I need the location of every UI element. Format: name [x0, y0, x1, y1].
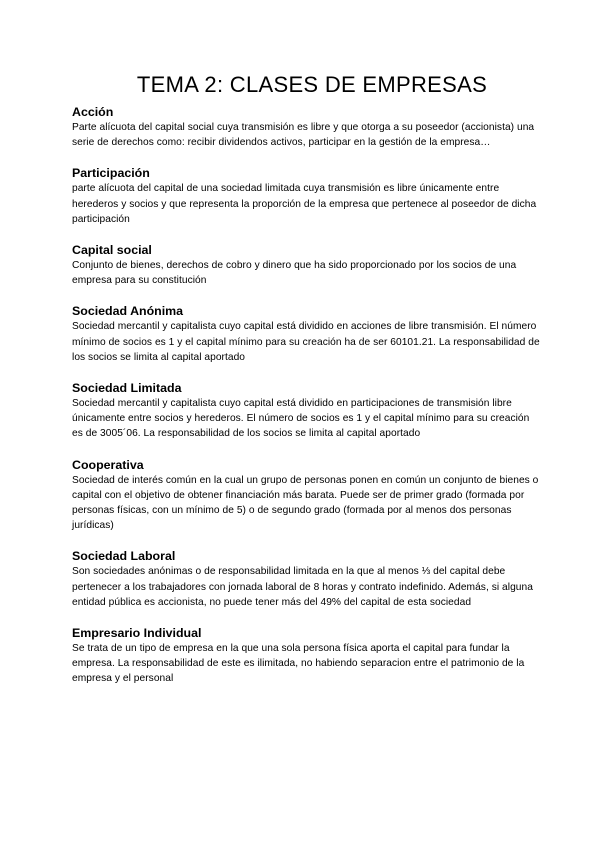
section-participacion [72, 165, 540, 227]
section-heading: Empresario Individual [72, 626, 202, 641]
section-empresario-individual [72, 625, 540, 687]
section-body: parte alícuota del capital de una sociedad limitada cuya transmisión es libre únicamente entre herederos y socios y que representa la proporción de la empresa que pertenece al poseedor de dicha participación [72, 183, 537, 225]
section-body: Son sociedades anónimas o de responsabilidad limitada en la que al menos ⅓ del capital debe pertenecer a los trabajadores con jornada laboral de 8 horas y contrato indefinido. Además, si alguna entidad pública es accionista, no puede tener más del 49% del capital de esta sociedad [72, 566, 533, 608]
section-accion [72, 104, 540, 150]
section-sociedad-limitada [72, 380, 540, 442]
document-title: TEMA 2: CLASES DE EMPRESAS [136, 72, 488, 97]
section-capital-social [72, 242, 540, 288]
section-cooperativa [72, 457, 540, 534]
section-sociedad-laboral [72, 548, 540, 610]
section-body: Conjunto de bienes, derechos de cobro y dinero que ha sido proporcionado por los socios de una empresa para su constitución [72, 260, 517, 287]
section-heading: Sociedad Limitada [72, 381, 182, 396]
section-sociedad-anonima [72, 303, 540, 365]
section-heading: Capital social [72, 243, 152, 258]
section-body: Parte alícuota del capital social cuya transmisión es libre y que otorga a su poseedor (accionista) una serie de derechos como: recibir dividendos activos, participar en la gestión de la empresa… [72, 122, 535, 149]
section-body: Sociedad mercantil y capitalista cuyo capital está dividido en participaciones de transmisión libre únicamente entre socios y herederos. El número de socios es 1 y el capital mínimo para su creación es de 3005´06. La responsabilidad de los socios se limita al capital aportado [72, 398, 530, 440]
section-body: Sociedad de interés común en la cual un grupo de personas ponen en común un conjunto de bienes o capital con el objetivo de obtener financiación más barata. Puede ser de primer grado (formada por personas físicas, con un mínimo de 5) o de segundo grado (formada por al menos dos personas jurídicas) [72, 474, 539, 532]
section-body: Sociedad mercantil y capitalista cuyo capital está dividido en acciones de libre transmisión. El número mínimo de socios es 1 y el capital mínimo para su creación ha de ser 60101.21. La responsabilidad de los socios se limita al capital aportado [72, 321, 540, 363]
section-heading: Sociedad Laboral [72, 549, 176, 564]
section-heading: Sociedad Anónima [72, 304, 184, 319]
section-body: Se trata de un tipo de empresa en la que una sola persona física aporta el capital para fundar la empresa. La responsabilidad de este es ilimitada, no habiendo separacion entre el patrimonio de la empresa y el personal [72, 643, 525, 685]
section-heading: Acción [72, 105, 114, 119]
section-heading: Participación [72, 166, 150, 181]
section-heading: Cooperativa [72, 457, 144, 472]
